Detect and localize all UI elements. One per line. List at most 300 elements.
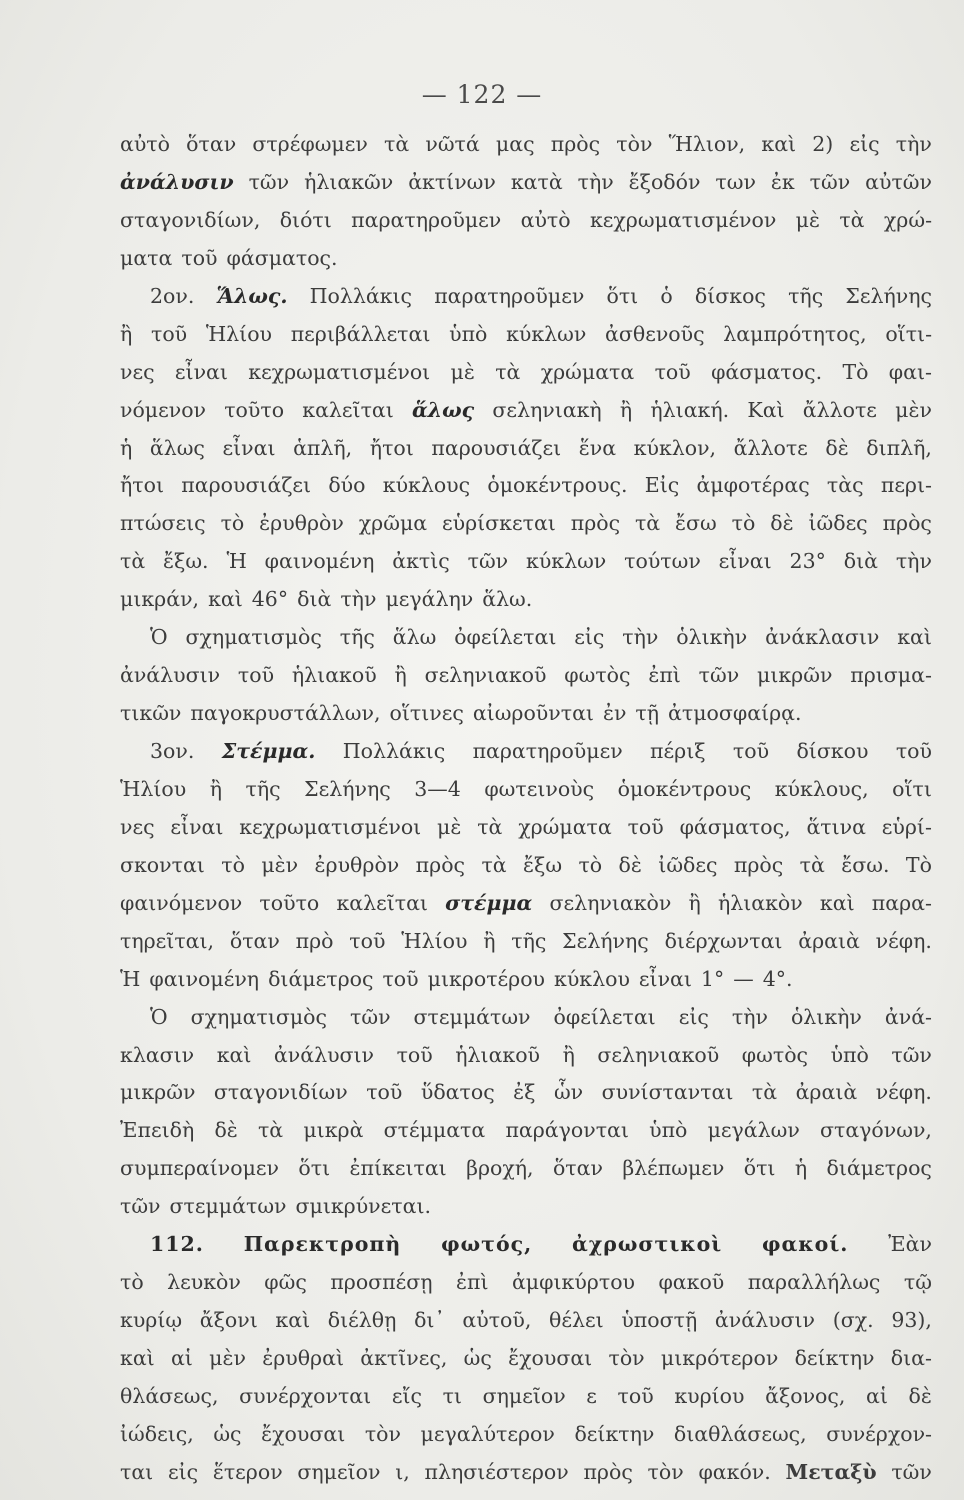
page-number: — 122 — (421, 80, 543, 109)
word: τῇ (635, 701, 660, 726)
word: τοῦ (617, 1383, 654, 1408)
word: καὶ (761, 132, 797, 156)
text-line (120, 771, 932, 809)
word: τοῦ (349, 928, 386, 953)
word: αἰωροῦνται (472, 701, 594, 726)
word: δείκτην (574, 1421, 655, 1446)
word: παρουσιάζει (431, 435, 562, 460)
word: φάσματος. (226, 245, 338, 270)
word: ὕδατος (420, 1080, 495, 1105)
text-line (120, 847, 932, 885)
word: ὁλικὴν (676, 625, 748, 650)
word: τῆς (339, 625, 375, 650)
word: Ὁ (150, 625, 168, 650)
word: σχηματισμὸς (190, 1004, 328, 1029)
word: τῶν (809, 169, 851, 194)
word: διὰ (843, 549, 878, 574)
section-heading-word: 112. (150, 1232, 204, 1257)
text-line (120, 733, 932, 771)
word: Ὁ (150, 1004, 168, 1029)
word: ἅλω. (482, 587, 533, 612)
word: οἵτι- (885, 321, 932, 346)
word: κυρίῳ (120, 1308, 183, 1333)
word: ἐρυθρὸν (259, 511, 344, 536)
word: ἡλιακῶν (304, 169, 394, 194)
word: παράγονται (505, 1118, 629, 1143)
word: τὰς (826, 473, 864, 498)
word: ἡλιακοῦ (291, 663, 377, 688)
word: 3ον. (150, 739, 195, 763)
text-line (120, 695, 932, 733)
word: τὸ (221, 852, 245, 877)
word: κεχρωματισμένοι (239, 814, 422, 839)
word: ἡ (120, 435, 133, 460)
word: ὅταν (552, 1156, 603, 1181)
word: ἀσθενοῦς (605, 321, 705, 346)
word: καὶ (208, 587, 243, 612)
word: τὸ (220, 511, 245, 536)
word: 23° (789, 549, 826, 574)
word: ἀραιὰ (798, 928, 860, 953)
word: φωτεινοὺς (484, 776, 595, 801)
word: Ἡ (120, 966, 141, 991)
word: νόμενον (120, 397, 207, 422)
word: Τὸ (905, 852, 932, 877)
word: τηρεῖται, (120, 928, 215, 953)
word: εἰς (574, 625, 605, 650)
word: μὲν (261, 852, 299, 877)
word: πλησιέστερον (424, 1459, 569, 1484)
word: χρώματα (540, 359, 635, 384)
word: φῶς (264, 1270, 307, 1295)
word: τὰ (799, 852, 825, 877)
word: πρὸς (733, 852, 784, 877)
word: Τὸ (842, 359, 869, 384)
word: μὲ (450, 359, 475, 384)
word: ἔχουσαι (261, 1421, 346, 1446)
word: Καὶ (747, 397, 785, 422)
word: εἰς (167, 1459, 199, 1484)
word: ἔξω (523, 852, 563, 877)
word: τῷ (903, 1270, 932, 1295)
word: στέμματα (383, 1118, 486, 1143)
word: Σελήνης (845, 283, 932, 308)
word: τὰ (481, 852, 507, 877)
word: καλεῖται (302, 397, 394, 422)
word: παρα- (871, 890, 932, 915)
text-line (120, 1188, 932, 1226)
word: εἶναι (222, 435, 276, 460)
word: φωτὸς (564, 663, 631, 688)
word: κύκλων (526, 549, 607, 574)
section-heading-word: φωτός, (441, 1232, 533, 1257)
word: δὲ (618, 852, 642, 877)
word: ὡς (463, 1346, 492, 1370)
word: σταγόνων, (820, 1118, 932, 1143)
word: τούτων (624, 549, 701, 574)
word: δύο (328, 473, 366, 498)
word: καὶ (216, 1042, 252, 1067)
word: τοῦ (895, 739, 932, 763)
word: ὑπὸ (830, 1042, 869, 1067)
word: ἡ (794, 1156, 808, 1181)
word: τοῦ (366, 1080, 403, 1105)
word: ται (120, 1459, 154, 1484)
word: θλάσεως, (120, 1383, 219, 1408)
word: χρῶμα (358, 511, 428, 536)
word: ὅτι (298, 1156, 331, 1181)
word: μεγάλων (707, 1118, 800, 1143)
word: ἀκτὶς (392, 549, 450, 574)
section-heading-word: Παρεκτροπὴ (243, 1232, 402, 1257)
word: κεχρωματισμένον (589, 207, 777, 232)
word: τοῦ (732, 739, 770, 763)
word: ὑπὸ (649, 1118, 688, 1143)
word: ἐπὶ (648, 663, 681, 688)
word: μικρῶν (120, 1080, 196, 1105)
word: τοῦ (150, 321, 188, 346)
word: δίσκου (796, 739, 869, 763)
word: σμικρύνεται. (295, 1194, 432, 1219)
word: ἄξονος, (765, 1383, 846, 1408)
word: διέλθῃ (327, 1308, 397, 1333)
text-line (120, 1264, 932, 1302)
word: καὶ (819, 890, 855, 915)
word: μὲν (209, 1346, 246, 1370)
word: ἐρυθραὶ (262, 1346, 344, 1370)
word: τὰ (751, 1080, 778, 1105)
word: τὰ (384, 132, 410, 156)
text-line (120, 961, 932, 999)
word: τὴν (622, 625, 659, 650)
word: τοῦτο (259, 890, 320, 915)
word: ὧν (553, 1080, 584, 1105)
text-line (120, 467, 932, 505)
word: τὸ (120, 1270, 144, 1295)
word: σεληνιακοῦ (424, 663, 547, 688)
word: δι᾽ (414, 1308, 445, 1333)
word: πρισμα- (850, 663, 932, 688)
word: κεχρωματισμένοι (248, 359, 431, 384)
word: θέλει (549, 1308, 604, 1333)
word: εἶναι (174, 359, 228, 384)
text-line (120, 543, 932, 581)
word: φωτὸς (741, 1042, 809, 1067)
word: ὁ (660, 283, 673, 308)
word: κλασιν (120, 1042, 195, 1067)
word: νες (120, 814, 155, 839)
word: διότι (279, 207, 332, 232)
word: πρὸς (550, 132, 601, 156)
word: ἀνά- (884, 1004, 932, 1029)
word: ἐν (602, 701, 627, 726)
word: τὴν (340, 587, 377, 612)
text-line (120, 619, 932, 657)
word: τὴν (577, 169, 614, 194)
word: οἵτι (892, 776, 932, 801)
text-line (120, 126, 932, 164)
word: ἀμφοτέρας (696, 473, 810, 498)
word: ἀνάλυσιν (120, 663, 221, 688)
word: περι- (880, 473, 932, 498)
word: σεληνιακοῦ (597, 1042, 720, 1067)
word: ἔχουσαι (508, 1346, 593, 1370)
word: πρὸς (415, 852, 466, 877)
word: σημεῖον (482, 1383, 566, 1408)
word: μὲ (437, 814, 462, 839)
text-line (120, 354, 932, 392)
word: τῆς (788, 283, 824, 308)
word: παγοκρυστάλλων, (190, 701, 381, 726)
word: περιβάλλεται (290, 321, 431, 346)
body-text (120, 126, 932, 1492)
word: ἀνάλυσιν (273, 1042, 375, 1067)
word: μὲ (795, 207, 820, 232)
word: σημεῖον (297, 1459, 381, 1484)
text-line (120, 278, 932, 316)
word: ἢ (120, 321, 133, 346)
word: τοῦ (382, 966, 419, 991)
word: νῶτά (425, 132, 480, 156)
word: δὲ (908, 1383, 932, 1408)
text-line (120, 1112, 932, 1150)
word: ἀκτῖνες, (360, 1346, 448, 1370)
text-line (120, 1226, 932, 1264)
word: ὑποστῇ (621, 1308, 698, 1333)
word: τῶν (120, 1194, 161, 1219)
word: ὁμοκέντρους (617, 776, 752, 801)
word: σταγονιδίων (213, 1080, 348, 1105)
word: διαθλάσεως, (673, 1421, 807, 1446)
word: ὁμοκέντρους. (487, 473, 628, 498)
word: ἄλλοτε (733, 435, 808, 460)
word: πρὸς (882, 511, 932, 536)
word: τῶν (350, 1004, 391, 1029)
word: παρατηροῦμεν (472, 739, 623, 763)
word: Ἐπειδὴ (120, 1118, 195, 1143)
emphasized-term: Στέμμα. (221, 739, 316, 763)
word: ἔσω. (841, 852, 890, 877)
word: διὰ (297, 587, 332, 612)
word: 46° (251, 587, 289, 612)
word: τὰ (839, 207, 865, 232)
word: σεληνιακὴ (492, 397, 602, 422)
word: — (733, 966, 754, 991)
word: εἰς (678, 1004, 709, 1029)
text-line (120, 240, 932, 278)
word: ἀραιὰ (795, 1080, 858, 1105)
word: ἢ (688, 890, 701, 915)
word: τὰ (634, 511, 661, 536)
word: χρώ- (883, 207, 932, 232)
word: ἁπλῆ, (293, 435, 353, 460)
word: ἀνάκλασιν (765, 625, 880, 650)
word: συνέρχονται (239, 1383, 372, 1408)
word: φαινομένη (149, 966, 260, 991)
word: δὲ (214, 1118, 238, 1143)
word: Σελήνης (562, 928, 649, 953)
word: Σελήνης (304, 776, 391, 801)
word: ὡς (213, 1421, 242, 1446)
word: φαι- (888, 359, 932, 384)
word: τὴν (895, 132, 932, 156)
word: φάσματος. (711, 359, 823, 384)
word: καὶ (275, 1308, 311, 1333)
word: Πολλάκις (309, 283, 413, 308)
word: ἰῶδες (808, 511, 868, 536)
word: μικρῶν (757, 663, 833, 688)
word: τὴν (895, 549, 932, 574)
word: δια- (890, 1346, 932, 1370)
text-line (120, 392, 932, 430)
text-line (120, 809, 932, 847)
word: στεμμάτων (169, 1194, 287, 1219)
word: ἄξονι (199, 1308, 258, 1333)
word: μὲν (895, 397, 932, 422)
word: τῶν (467, 549, 509, 574)
word: αἱ (170, 1346, 193, 1370)
word: αὐτῶν (865, 169, 932, 194)
word: ματα (120, 245, 173, 270)
word: διέρχωνται (664, 928, 783, 953)
text-line (120, 202, 932, 240)
word: μεγαλύτερον (420, 1421, 555, 1446)
word: παρατηροῦμεν (434, 283, 585, 308)
word: κυρίου (674, 1383, 745, 1408)
word: τικῶν (120, 701, 182, 726)
word: μικράν, (120, 587, 200, 612)
text-line (120, 999, 932, 1037)
word: ὅτι (743, 1156, 776, 1181)
word: νέφη. (875, 1080, 932, 1105)
text-line (120, 1340, 932, 1378)
word: καὶ (120, 1346, 155, 1370)
word: χρώματα (518, 814, 612, 839)
text-line (120, 657, 932, 695)
word: διπλῆ, (866, 435, 932, 460)
text-line (120, 164, 932, 202)
word: τὴν (731, 1004, 768, 1029)
word: αὐτὸ (120, 132, 170, 156)
word: ἢ (483, 928, 496, 953)
word: ἀμφικύρτου (511, 1270, 635, 1295)
word: συνίστανται (601, 1080, 734, 1105)
word: τῶν (698, 663, 740, 688)
text-line (120, 1378, 932, 1416)
word: φάσματος, (679, 814, 791, 839)
word: τοῦ (654, 359, 691, 384)
word: μεγάλην (385, 587, 474, 612)
word: ἔξοδόν (628, 169, 701, 194)
word: Ἡ (226, 549, 247, 574)
word: ὀφείλεται (553, 1004, 656, 1029)
word: ὁλικὴν (790, 1004, 862, 1029)
word: φακοῦ (658, 1270, 725, 1295)
word: δίσκος (694, 283, 766, 308)
word: Ἐὰν (888, 1232, 932, 1257)
word: ἔσω (675, 511, 717, 536)
word: τοῦ (237, 663, 275, 688)
word: εἶναι (170, 814, 224, 839)
word: εἶναι (638, 966, 692, 991)
word: βροχή, (466, 1156, 534, 1181)
word: αὐτοῦ, (462, 1308, 532, 1333)
word: ἐξ (513, 1080, 536, 1105)
word: καλεῖται (336, 890, 428, 915)
word: ἢ (562, 1042, 575, 1067)
word: Ἡλίου (205, 321, 273, 346)
word: Ἥλιον, (668, 132, 746, 156)
word: τὸ (731, 511, 756, 536)
word: κύκλους, (774, 776, 869, 801)
word: τῶν (891, 1459, 932, 1484)
word: ἢ (209, 776, 222, 801)
word: αὐτὸ (520, 207, 571, 232)
word: ἤτοι (369, 435, 414, 460)
text-line (120, 1302, 932, 1340)
text-line (120, 1454, 932, 1492)
word: οἵτινες (389, 701, 464, 726)
word: τῶν (891, 1042, 932, 1067)
word: εἶναι (718, 549, 772, 574)
text-line (120, 316, 932, 354)
text-line (120, 885, 932, 923)
word: ἢ (394, 663, 407, 688)
word: τὸ (578, 852, 603, 877)
word: ἄλλοτε (802, 397, 877, 422)
word: κύκλους (382, 473, 471, 498)
word: πτώσεις (120, 511, 206, 536)
word: 4°. (762, 966, 793, 991)
word: 93), (891, 1308, 932, 1333)
word: ἅλω (392, 625, 437, 650)
word: τὰ (477, 814, 503, 839)
word: εἰς (849, 132, 880, 156)
word: ἐπὶ (456, 1270, 489, 1295)
word: Ἡλίου (401, 928, 468, 953)
word: εὑρί- (881, 814, 932, 839)
word: μικροτέρου (427, 966, 546, 991)
emphasized-term: ἀνάλυσιν (120, 169, 234, 194)
word: τι (442, 1383, 462, 1408)
word: ὅταν (229, 928, 280, 953)
word: ε (586, 1383, 597, 1408)
word: ἀκτίνων (408, 169, 496, 194)
word: τὰ (120, 549, 146, 574)
word: κύκλων (506, 321, 587, 346)
word: ἀνάλυσιν (714, 1308, 816, 1333)
word: φαινομένη (264, 549, 375, 574)
word: ἰώδεις, (120, 1421, 194, 1446)
word: των (715, 169, 756, 194)
word: τὰ (495, 359, 521, 384)
text-line (120, 1074, 932, 1112)
word: παραλλήλως (747, 1270, 881, 1295)
word: πέριξ (650, 739, 706, 763)
word: συνέρχον- (826, 1421, 932, 1446)
word: ἐρυθρὸν (314, 852, 400, 877)
word: τοῦ (181, 245, 218, 270)
word: τοῦτο (224, 397, 285, 422)
word: ι, (395, 1459, 410, 1484)
word: καὶ (897, 625, 932, 650)
word: πρὸ (295, 928, 334, 953)
word: στρέφωμεν (252, 132, 368, 156)
word: πρὸς (583, 1459, 633, 1484)
word: ἀτμοσφαίρᾳ. (668, 701, 802, 726)
word: σκονται (120, 852, 205, 877)
text-line (120, 505, 932, 543)
